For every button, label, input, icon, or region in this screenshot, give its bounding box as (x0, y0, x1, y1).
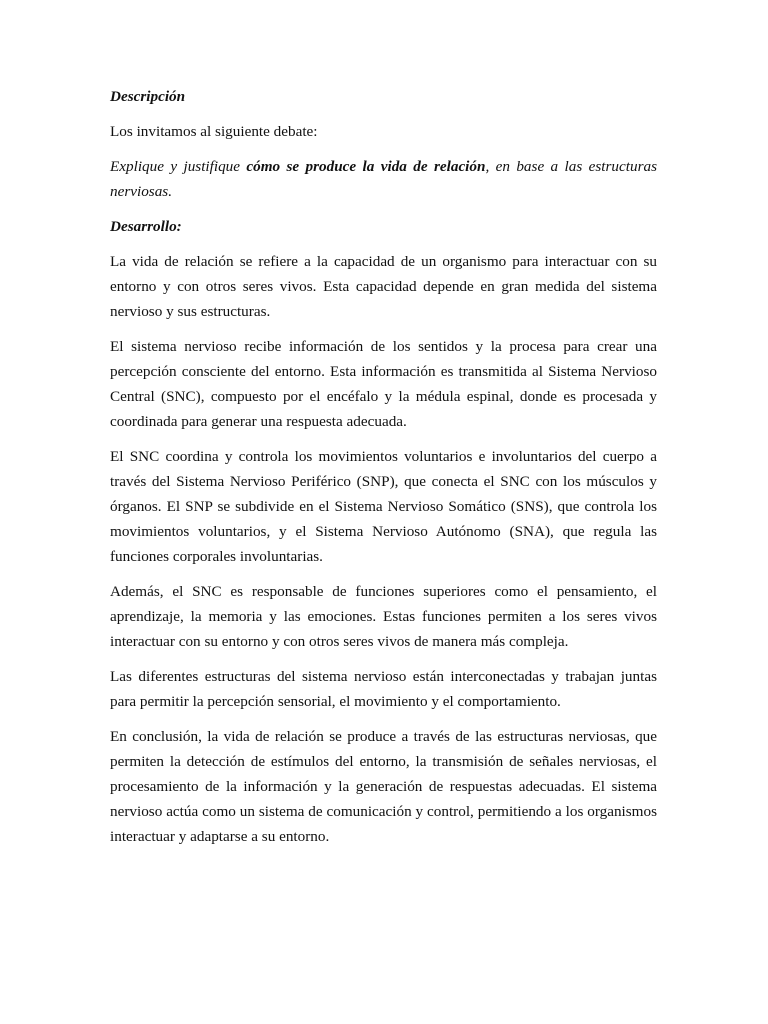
heading-development: Desarrollo: (110, 218, 182, 235)
paragraph-3: El SNC coordina y controla los movimientos voluntarios e involuntarios del cuerpo a través del Sistema Nervioso Periférico (SNP), que conecta el SNC con los músculos y órganos. El SNP se subdivide en el Sistema Nervioso Somático (SNS), que controla los movimientos voluntarios, y el Sistema Nervioso Autónomo (SNA), que regula las funciones corporales involuntarias. (110, 448, 657, 565)
paragraph-4: Además, el SNC es responsable de funciones superiores como el pensamiento, el aprendizaje, la memoria y las emociones. Estas funciones permiten a los seres vivos interactuar con su entorno y con otros seres vivos de manera más compleja. (110, 583, 657, 650)
prompt-emphasis: cómo se produce la vida de relación (246, 158, 486, 175)
document-page (110, 84, 657, 859)
paragraph-2: El sistema nervioso recibe información de los sentidos y la procesa para crear una percepción consciente del entorno. Esta información es transmitida al Sistema Nervioso Central (SNC), compuesto por el encéfalo y la médula espinal, donde es procesada y coordinada para generar una respuesta adecuada. (110, 338, 657, 430)
heading-description: Descripción (110, 88, 186, 105)
paragraph-5: Las diferentes estructuras del sistema nervioso están interconectadas y trabajan juntas para permitir la percepción sensorial, el movimiento y el comportamiento. (110, 668, 657, 710)
paragraph-1: La vida de relación se refiere a la capacidad de un organismo para interactuar con su entorno y con otros seres vivos. Esta capacidad depende en gran medida del sistema nervioso y sus estructuras. (110, 253, 657, 320)
paragraph-6: En conclusión, la vida de relación se produce a través de las estructuras nerviosas, que permiten la detección de estímulos del entorno, la transmisión de señales nerviosas, el procesamiento de la información y la generación de respuestas adecuadas. El sistema nervioso actúa como un sistema de comunicación y control, permitiendo a los organismos interactuar y adaptarse a su entorno. (110, 728, 657, 845)
debate-prompt (110, 154, 657, 204)
prompt-part-1: Explique y justifique (110, 158, 247, 175)
prompt-part-3: , en base a las estructuras nerviosas. (110, 158, 657, 200)
intro-text: Los invitamos al siguiente debate: (110, 123, 318, 140)
